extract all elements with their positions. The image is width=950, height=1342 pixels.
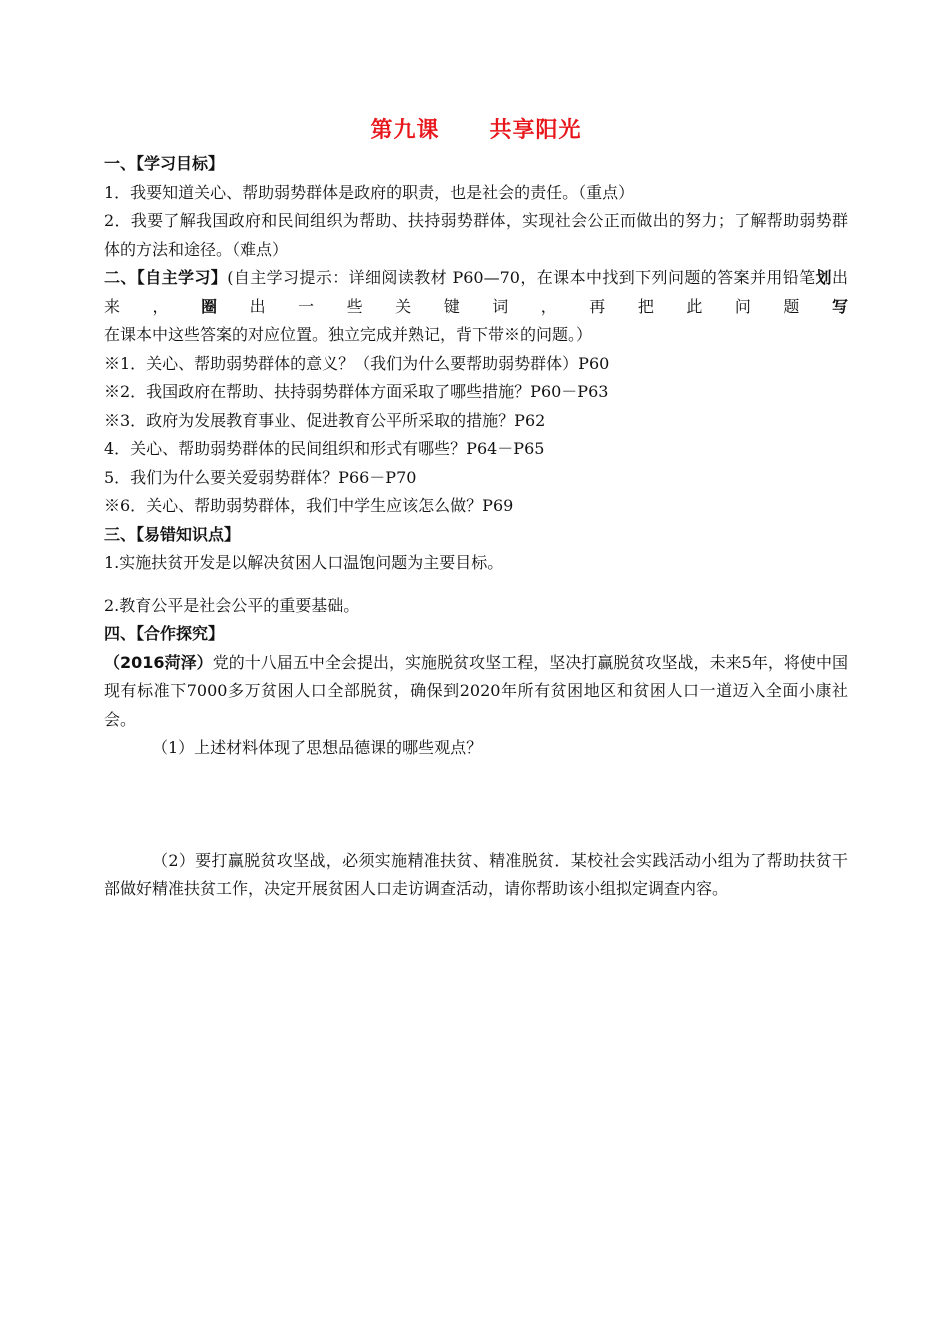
material-text: 党的十八届五中全会提出，实施脱贫攻坚工程，坚决打赢脱贫攻坚战，未来5年，将使中国现有标准下7000多万贫困人口全部脱贫，确保到2020年所有贫困地区和贫困人口一道迈入全面小康社会。 [104, 652, 848, 729]
self-study-paragraph [104, 264, 848, 350]
title-lesson-name: 共享阳光 [489, 118, 582, 143]
hint-text: 出来， [104, 268, 848, 316]
knowledge-item: 1.实施扶贫开发是以解决贫困人口温饱问题为主要目标。 [104, 553, 504, 572]
section-heading-learning-goals: 一、【学习目标】 [104, 154, 225, 173]
answer-space [104, 763, 848, 847]
question-item: ※2．我国政府在帮助、扶持弱势群体方面采取了哪些措施？P60－P63 [104, 382, 609, 401]
question-1: （1）上述材料体现了思想品德课的哪些观点？ [152, 738, 483, 757]
knowledge-item: 2.教育公平是社会公平的重要基础。 [104, 595, 360, 615]
section-heading-self-study: 二、【自主学习】 [104, 268, 228, 287]
page-title [104, 112, 848, 150]
section-heading-cooperative-inquiry: 四、【合作探究】 [104, 624, 225, 643]
question-item: 5．我们为什么要关爱弱势群体？P66－P70 [104, 467, 417, 487]
hint-text: (自主学习提示：详细阅读教材 P60—70，在课本中找到下列问题的答案并用铅笔 [227, 268, 816, 287]
material-paragraph [104, 649, 848, 735]
question-item: ※3．政府为发展教育事业、促进教育公平所采取的措施？P62 [104, 410, 546, 430]
question-2: （2）要打赢脱贫攻坚战，必须实施精准扶贫、精准脱贫．某校社会实践活动小组为了帮助扶贫干部做好精准扶贫工作，决定开展贫困人口走访调查活动，请你帮助该小组拟定调查内容。 [104, 850, 848, 898]
goal-item: 2．我要了解我国政府和民间组织为帮助、扶持弱势群体，实现社会公正而做出的努力；了解帮助弱势群体的方法和途径。（难点） [104, 211, 848, 259]
section-heading-error-prone: 三、【易错知识点】 [104, 524, 241, 544]
question-item: ※6．关心、帮助弱势群体，我们中学生应该怎么做？P69 [104, 496, 514, 515]
hint-keyword: 划 [815, 268, 832, 287]
hint-keyword: 写 [831, 296, 848, 316]
document-page [104, 112, 848, 904]
question-item: ※1．关心、帮助弱势群体的意义？（我们为什么要帮助弱势群体）P60 [104, 353, 610, 373]
question-item: 4．关心、帮助弱势群体的民间组织和形式有哪些？P64－P65 [104, 439, 545, 458]
material-source: （2016菏泽） [104, 652, 213, 672]
hint-keyword: 圈 [201, 296, 250, 316]
title-lesson-number: 第九课 [370, 118, 440, 143]
hint-text: 在课本中这些答案的对应位置。独立完成并熟记，背下带※的问题。） [104, 325, 593, 344]
goal-item: 1．我要知道关心、帮助弱势群体是政府的职责，也是社会的责任。（重点） [104, 182, 635, 202]
hint-text: 出一些关键词，再把此问题 [249, 296, 832, 316]
